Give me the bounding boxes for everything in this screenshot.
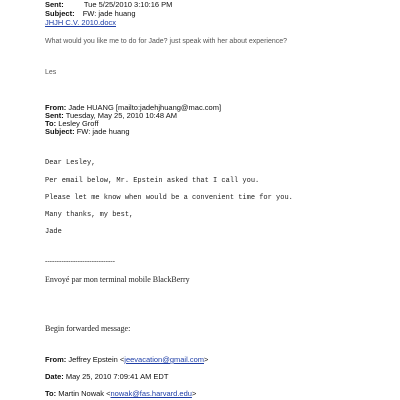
blackberry-signature: Envoyé par mon terminal mobile BlackBerry xyxy=(45,275,190,284)
orig-from-name: Jeffrey Epstein < xyxy=(68,355,125,364)
attachment-link[interactable]: JHJH C.V. 2010.docx xyxy=(45,18,117,27)
orig-date-value: May 25, 2010 7:09:41 AM EDT xyxy=(65,372,169,381)
orig-date-label: Date: xyxy=(45,372,64,381)
separator-line: ------------------------------ xyxy=(45,257,115,265)
orig-from-email[interactable]: jeevacation@gmail.com xyxy=(124,355,205,364)
closing: Many thanks, my best, xyxy=(45,211,134,219)
fwd-from-value: Jade HUANG [mailto:jadehjhuang@mac.com] xyxy=(68,103,222,112)
orig-from-end: > xyxy=(204,355,209,364)
fwd-from-label: From: xyxy=(45,103,67,112)
fwd-to-label: To: xyxy=(45,119,57,128)
orig-date-row xyxy=(45,372,168,381)
orig-to-name: Martin Nowak < xyxy=(58,389,111,398)
body-line-1: Per email below, Mr. Epstein asked that I call you. xyxy=(45,177,260,185)
subject-row xyxy=(45,9,136,18)
body-line-2: Please let me know when would be a convenient time for you. xyxy=(45,194,293,202)
top-message: What would you like me to do for Jade? just speak with her about experience? xyxy=(45,38,288,45)
orig-from-row xyxy=(45,355,208,364)
orig-to-email[interactable]: nowak@fas.harvard.edu xyxy=(110,389,192,398)
greeting: Dear Lesley, xyxy=(45,159,96,167)
sent-label: Sent: xyxy=(45,0,64,9)
orig-to-label: To: xyxy=(45,389,57,398)
sent-row xyxy=(45,0,172,9)
sender-name: Jade xyxy=(45,228,62,236)
fwd-sent-label: Sent: xyxy=(45,111,64,120)
fwd-sent-value: Tuesday, May 25, 2010 10:48 AM xyxy=(65,111,178,120)
fwd-subject-value: FW: jade huang xyxy=(76,127,130,136)
fwd-subject-label: Subject: xyxy=(45,127,75,136)
begin-forwarded: Begin forwarded message: xyxy=(45,324,131,333)
subject-label: Subject: xyxy=(45,9,75,18)
subject-value: FW: jade huang xyxy=(82,9,136,18)
fwd-subject-row xyxy=(45,127,130,136)
sent-value: Tue 5/25/2010 3:10:16 PM xyxy=(83,0,173,9)
fwd-to-value: Lesley Groff xyxy=(58,119,99,128)
orig-from-label: From: xyxy=(45,355,67,364)
orig-to-end: > xyxy=(191,389,197,398)
top-signature: Les xyxy=(45,69,57,76)
orig-to-row xyxy=(45,389,196,398)
